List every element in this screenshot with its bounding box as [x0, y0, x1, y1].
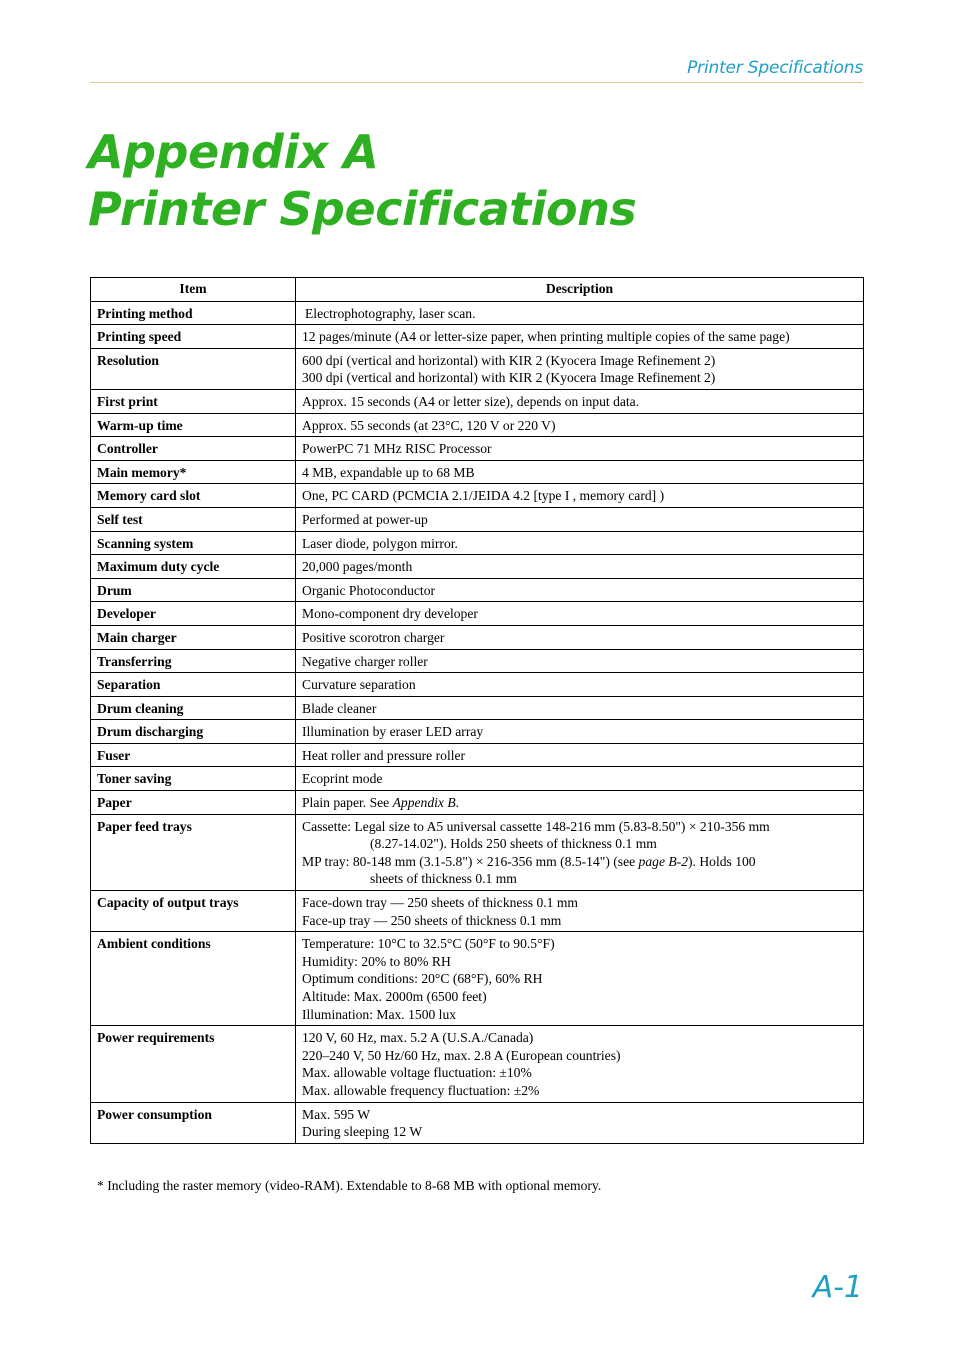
row-item: Drum cleaning	[91, 696, 296, 720]
table-row	[91, 437, 864, 461]
row-desc	[296, 720, 864, 744]
desc-line: During sleeping 12 W	[302, 1124, 423, 1140]
desc-line: Electrophotography, laser scan.	[305, 305, 476, 321]
desc-line: Mono-component dry developer	[302, 606, 478, 622]
table-header-row	[91, 278, 864, 302]
row-item: Main charger	[91, 625, 296, 649]
row-item: First print	[91, 389, 296, 413]
table-row	[91, 555, 864, 579]
row-item: Self test	[91, 507, 296, 531]
table-row	[91, 531, 864, 555]
desc-line: Face-down tray — 250 sheets of thickness 0.1 mm	[302, 895, 578, 911]
desc-line	[302, 853, 857, 871]
row-item: Controller	[91, 437, 296, 461]
desc-line: Heat roller and pressure roller	[302, 747, 466, 763]
row-desc	[296, 531, 864, 555]
row-item: Ambient conditions	[91, 932, 296, 1026]
row-desc	[296, 484, 864, 508]
row-item: Power consumption	[91, 1102, 296, 1143]
desc-text: ). Holds 100	[688, 853, 756, 869]
desc-text: Plain paper. See	[302, 795, 393, 811]
desc-line: (8.27-14.02"). Holds 250 sheets of thickness 0.1 mm	[370, 836, 657, 852]
spec-table	[90, 277, 864, 1144]
row-item: Maximum duty cycle	[91, 555, 296, 579]
desc-line: 220–240 V, 50 Hz/60 Hz, max. 2.8 A (European countries)	[302, 1047, 621, 1063]
row-item: Memory card slot	[91, 484, 296, 508]
desc-line: sheets of thickness 0.1 mm	[370, 871, 517, 887]
desc-line: 4 MB, expandable up to 68 MB	[302, 464, 475, 480]
table-row	[91, 743, 864, 767]
row-desc	[296, 791, 864, 815]
row-item: Paper feed trays	[91, 814, 296, 890]
desc-line: 600 dpi (vertical and horizontal) with KIR 2 (Kyocera Image Refinement 2)	[302, 352, 716, 368]
desc-line: Temperature: 10°C to 32.5°C (50°F to 90.5°F)	[302, 936, 555, 952]
desc-line: Altitude: Max. 2000m (6500 feet)	[302, 989, 487, 1004]
row-item: Printing speed	[91, 325, 296, 349]
table-row	[91, 507, 864, 531]
desc-text: .	[455, 795, 460, 811]
row-desc	[296, 437, 864, 461]
row-desc	[296, 389, 864, 413]
table-row	[91, 891, 864, 932]
cross-reference: page B-2	[638, 853, 688, 869]
row-item: Transferring	[91, 649, 296, 673]
desc-line: Blade cleaner	[302, 700, 377, 716]
row-desc	[296, 625, 864, 649]
table-row	[91, 1102, 864, 1143]
footnote: * Including the raster memory (video-RAM). Extendable to 8-68 MB with optional memory.	[97, 1178, 602, 1193]
desc-line: Approx. 15 seconds (A4 or letter size), depends on input data.	[302, 393, 640, 409]
desc-line: 12 pages/minute (A4 or letter-size paper, when printing multiple copies of the same page)	[302, 329, 790, 345]
desc-line: One, PC CARD (PCMCIA 2.1/JEIDA 4.2 [type I , memory card] )	[302, 488, 665, 504]
row-desc	[296, 578, 864, 602]
desc-line: Humidity: 20% to 80% RH	[302, 953, 451, 969]
row-item: Separation	[91, 673, 296, 697]
table-row	[91, 301, 864, 325]
desc-line: Cassette: Legal size to A5 universal cassette 148-216 mm (5.83-8.50") × 210-356 mm	[302, 818, 770, 834]
desc-line: Face-up tray — 250 sheets of thickness 0.1 mm	[302, 912, 562, 928]
row-item: Main memory*	[91, 460, 296, 484]
header-title: Printer Specifications	[687, 58, 863, 78]
desc-line: Positive scorotron charger	[302, 629, 445, 645]
row-item: Fuser	[91, 743, 296, 767]
desc-line: 120 V, 60 Hz, max. 5.2 A (U.S.A./Canada)	[302, 1030, 534, 1046]
desc-line: Approx. 55 seconds (at 23°C, 120 V or 220 V)	[302, 417, 556, 433]
desc-line: Curvature separation	[302, 677, 416, 693]
row-item: Scanning system	[91, 531, 296, 555]
desc-line: Illumination: Max. 1500 lux	[302, 1006, 457, 1022]
title-line-appendix: Appendix A	[88, 125, 379, 179]
title-line-specs: Printer Specifications	[88, 182, 637, 236]
desc-text: MP tray: 80-148 mm (3.1-5.8") × 216-356 mm (8.5-14") (see	[302, 853, 639, 869]
row-item: Capacity of output trays	[91, 891, 296, 932]
row-desc	[296, 891, 864, 932]
page-title	[88, 124, 636, 238]
row-desc	[296, 932, 864, 1026]
row-desc	[296, 507, 864, 531]
row-item: Drum	[91, 578, 296, 602]
desc-line: Ecoprint mode	[302, 771, 383, 787]
desc-line: Illumination by eraser LED array	[302, 724, 484, 740]
table-row	[91, 696, 864, 720]
row-item: Toner saving	[91, 767, 296, 791]
row-desc	[296, 696, 864, 720]
row-desc	[296, 743, 864, 767]
row-desc	[296, 460, 864, 484]
header-description: Description	[296, 278, 864, 302]
table-row	[91, 1026, 864, 1102]
desc-line: Organic Photoconductor	[302, 582, 436, 598]
running-header	[90, 58, 863, 83]
table-row	[91, 578, 864, 602]
desc-line: 20,000 pages/month	[302, 559, 413, 575]
desc-line: 300 dpi (vertical and horizontal) with KIR 2 (Kyocera Image Refinement 2)	[302, 370, 716, 386]
row-desc	[296, 325, 864, 349]
row-desc	[296, 301, 864, 325]
table-row	[91, 389, 864, 413]
row-item: Warm-up time	[91, 413, 296, 437]
table-row	[91, 814, 864, 890]
row-desc	[296, 555, 864, 579]
table-row	[91, 413, 864, 437]
table-row	[91, 484, 864, 508]
row-desc	[296, 602, 864, 626]
row-item: Resolution	[91, 348, 296, 389]
table-row	[91, 649, 864, 673]
desc-line: Laser diode, polygon mirror.	[302, 535, 458, 551]
row-item: Power requirements	[91, 1026, 296, 1102]
table-row	[91, 932, 864, 1026]
table-row	[91, 673, 864, 697]
page-number: A-1	[812, 1270, 863, 1305]
cross-reference: Appendix B	[392, 795, 456, 811]
row-desc	[296, 348, 864, 389]
row-desc	[296, 767, 864, 791]
table-row	[91, 325, 864, 349]
row-item: Paper	[91, 791, 296, 815]
desc-line: Max. 595 W	[302, 1106, 371, 1122]
desc-line: Max. allowable voltage fluctuation: ±10%	[302, 1065, 532, 1081]
header-item: Item	[91, 278, 296, 302]
row-item: Drum discharging	[91, 720, 296, 744]
row-desc	[296, 1026, 864, 1102]
row-desc	[296, 673, 864, 697]
table-row	[91, 625, 864, 649]
table-row	[91, 602, 864, 626]
desc-line: Performed at power-up	[302, 511, 428, 527]
table-row	[91, 348, 864, 389]
row-item: Printing method	[91, 301, 296, 325]
row-desc	[296, 649, 864, 673]
desc-line	[302, 794, 857, 812]
desc-line: Optimum conditions: 20°C (68°F), 60% RH	[302, 971, 543, 987]
row-desc	[296, 413, 864, 437]
desc-line: Max. allowable frequency fluctuation: ±2%	[302, 1082, 540, 1098]
table-row	[91, 791, 864, 815]
row-desc	[296, 814, 864, 890]
table-row	[91, 460, 864, 484]
table-row	[91, 720, 864, 744]
row-item: Developer	[91, 602, 296, 626]
desc-line: PowerPC 71 MHz RISC Processor	[302, 441, 492, 457]
desc-line: Negative charger roller	[302, 653, 428, 669]
row-desc	[296, 1102, 864, 1143]
table-row	[91, 767, 864, 791]
